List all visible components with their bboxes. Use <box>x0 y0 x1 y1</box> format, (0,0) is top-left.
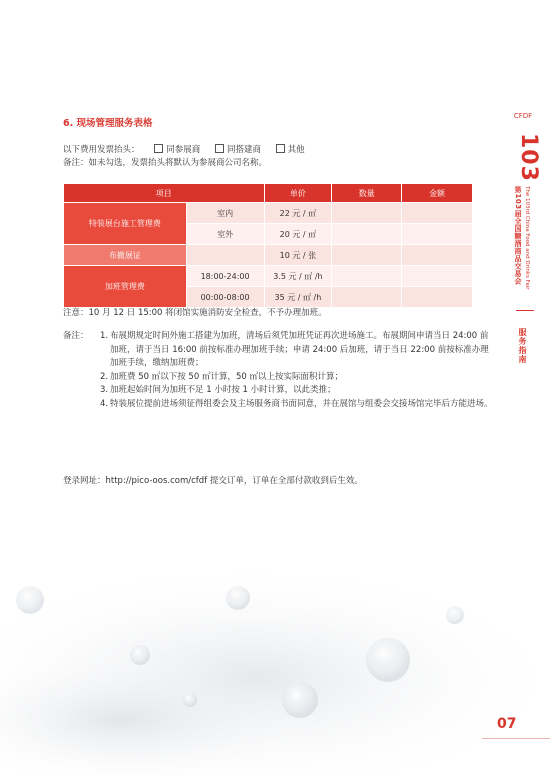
table-row <box>64 203 473 224</box>
fee-table <box>63 183 473 308</box>
sidebar-section-label: 服务指南 <box>518 328 527 364</box>
invoice-label: 以下费用发票抬头： <box>63 145 140 155</box>
quantity-cell[interactable] <box>332 266 402 287</box>
row-category: 布撤展证 <box>64 245 187 266</box>
row-price: 3.5 元 / ㎡ /h <box>264 266 332 287</box>
cfdf-logo: CFDF <box>513 112 533 120</box>
quantity-cell[interactable] <box>332 287 402 308</box>
invoice-option-exhibitor[interactable]: 同参展商 <box>154 145 200 155</box>
remarks-list <box>63 330 493 411</box>
checkbox-icon[interactable] <box>154 144 163 153</box>
fair-title-en: The 103rd China Food and Drinks Fair <box>524 186 530 290</box>
invoice-option-builder[interactable]: 同搭建商 <box>215 145 261 155</box>
quantity-cell[interactable] <box>332 224 402 245</box>
row-sub: 室内 <box>186 203 264 224</box>
table-header-row <box>64 184 473 203</box>
invoice-remark: 备注：如未勾选，发票抬头将默认为参展商公司名称。 <box>63 158 268 168</box>
page-number: 07 <box>497 716 517 732</box>
amount-cell[interactable] <box>402 245 473 266</box>
quantity-cell[interactable] <box>332 245 402 266</box>
invoice-option-other[interactable]: 其他 <box>276 145 305 155</box>
header-quantity: 数量 <box>332 184 402 203</box>
quantity-cell[interactable] <box>332 203 402 224</box>
login-url-line[interactable]: 登录网址：http://pico-oos.com/cfdf 提交订单，订单在全部付款收到后生效。 <box>63 476 363 486</box>
row-price: 20 元 / ㎡ <box>264 224 332 245</box>
header-amount: 金额 <box>402 184 473 203</box>
amount-cell[interactable] <box>402 203 473 224</box>
invoice-header-line <box>63 143 305 155</box>
amount-cell[interactable] <box>402 287 473 308</box>
fair-number: 103 <box>516 132 541 182</box>
remarks-label: 备注： <box>63 331 89 341</box>
header-price: 单价 <box>264 184 332 203</box>
page-number-line <box>482 738 550 739</box>
checkbox-icon[interactable] <box>276 144 285 153</box>
sidebar-divider <box>516 310 534 311</box>
row-sub: 18:00-24:00 <box>186 266 264 287</box>
list-item: 1. 布展期规定时间外施工搭建为加班，清场后须凭加班凭证再次进场施工。布展期间申请当日 24:00 前加班，请于当日 16:00 前按标准办理加班手续；申请 24:00 后加班，请于当日 22:00 前按标准办理加班手续，缴纳加班费； <box>100 331 489 368</box>
fair-title-cn: 第103届全国糖酒商品交易会 <box>514 186 522 285</box>
list-item: 2. 加班费 50 ㎡以下按 50 ㎡计算，50 ㎡以上按实际面积计算； <box>100 371 343 382</box>
table-row <box>64 266 473 287</box>
amount-cell[interactable] <box>402 266 473 287</box>
remarks-block <box>63 330 493 411</box>
section-title: 6. 现场管理服务表格 <box>63 118 153 129</box>
header-item: 项目 <box>64 184 265 203</box>
list-item: 4. 特装展位提前进场须征得组委会及主场服务商书面同意，并在展馆与组委会交接场馆完毕后方能进场。 <box>100 398 493 409</box>
row-category: 特装展台施工管理费 <box>64 203 187 245</box>
row-sub: 00:00-08:00 <box>186 287 264 308</box>
row-price: 35 元 / ㎡ /h <box>264 287 332 308</box>
closing-notice: 注意：10 月 12 日 15:00 将闭馆实施消防安全检查，不予办理加班。 <box>63 308 327 318</box>
row-price: 10 元 / 张 <box>264 245 332 266</box>
row-sub: 室外 <box>186 224 264 245</box>
amount-cell[interactable] <box>402 224 473 245</box>
list-item: 3. 加班起始时间为加班不足 1 小时按 1 小时计算，以此类推； <box>100 385 336 395</box>
row-category: 加班管理费 <box>64 266 187 308</box>
row-sub <box>186 245 264 266</box>
table-row <box>64 245 473 266</box>
row-price: 22 元 / ㎡ <box>264 203 332 224</box>
checkbox-icon[interactable] <box>215 144 224 153</box>
